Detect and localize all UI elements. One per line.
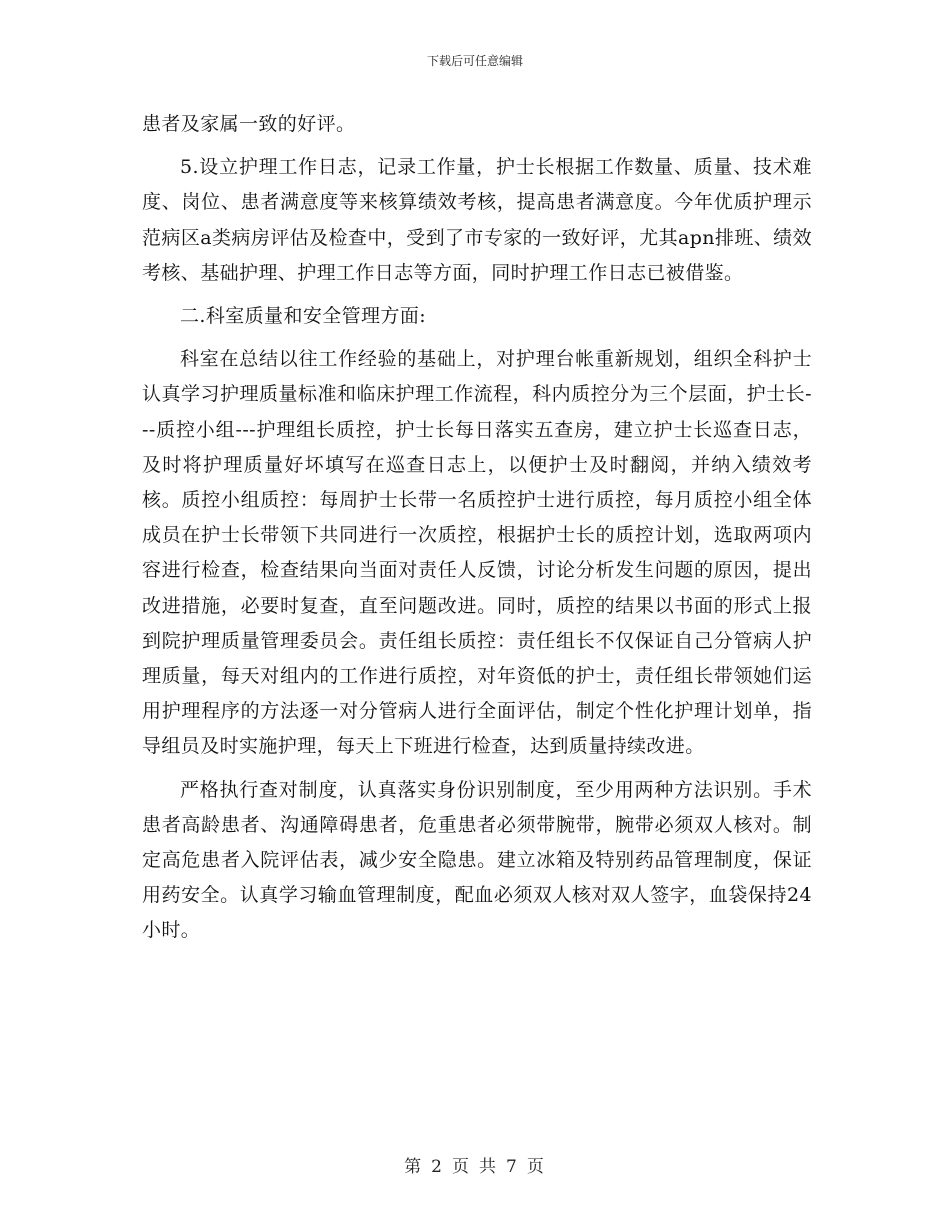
paragraph-continuation: 患者及家属一致的好评。 <box>142 113 356 135</box>
document-body <box>142 107 812 949</box>
page-header: 下载后可任意编辑 <box>426 54 523 68</box>
footer-prefix: 第 <box>404 1157 424 1177</box>
paragraph-quality-control: 科室在总结以往工作经验的基础上，对护理台帐重新规划，组织全科护士认真学习护理质量标准和临床护理工作流程，科内质控分为三个层面，护士长---质控小组---护理组长质控，护士长每日落实五查房，建立护士长巡查日志，及时将护理质量好坏填写在巡查日志上，以便护士及时翻阅，并纳入绩效考核。质控小组质控：每周护士长带一名质控护士进行质控，每月质控小组全体成员在护士长带领下共同进行一次质控，根据护士长的质控计划，选取两项内容进行检查，检查结果向当面对责任人反馈，讨论分析发生问题的原因，提出改进措施，必要时复查，直至问题改进。同时，质控的结果以书面的形式上报到院护理质量管理委员会。责任组长质控：责任组长不仅保证自己分管病人护理质量，每天对组内的工作进行质控，对年资低的护士，责任组长带领她们运用护理程序的方法逐一对分管病人进行全面评估，制定个性化护理计划单，指导组员及时实施护理，每天上下班进行检查，达到质量持续改进。 <box>142 348 812 758</box>
paragraph-item-5: 5.设立护理工作日志，记录工作量，护士长根据工作数量、质量、技术难度、岗位、患者满意度等来核算绩效考核，提高患者满意度。今年优质护理示范病区a类病房评估及检查中，受到了市专家的一致好评，尤其apn排班、绩效考核、基础护理、护理工作日志等方面，同时护理工作日志已被借鉴。 <box>142 156 812 284</box>
page-footer <box>0 1152 950 1177</box>
footer-page-word: 页 <box>452 1157 471 1177</box>
section-heading-quality-safety: 二.科室质量和安全管理方面: <box>180 305 427 328</box>
paragraph-verification-system: 严格执行查对制度，认真落实身份识别制度，至少用两种方法识别。手术患者高龄患者、沟通障碍患者，危重患者必须带腕带，腕带必须双人核对。制定高危患者入院评估表，减少安全隐患。建立冰箱及特别药品管理制度，保证用药安全。认真学习输血管理制度，配血必须双人核对双人签字，血袋保持24小时。 <box>142 778 812 942</box>
footer-total-word: 共 <box>479 1157 498 1177</box>
footer-total-pages: 7 <box>506 1157 519 1177</box>
footer-current-page: 2 <box>431 1157 444 1177</box>
footer-suffix: 页 <box>526 1157 546 1177</box>
